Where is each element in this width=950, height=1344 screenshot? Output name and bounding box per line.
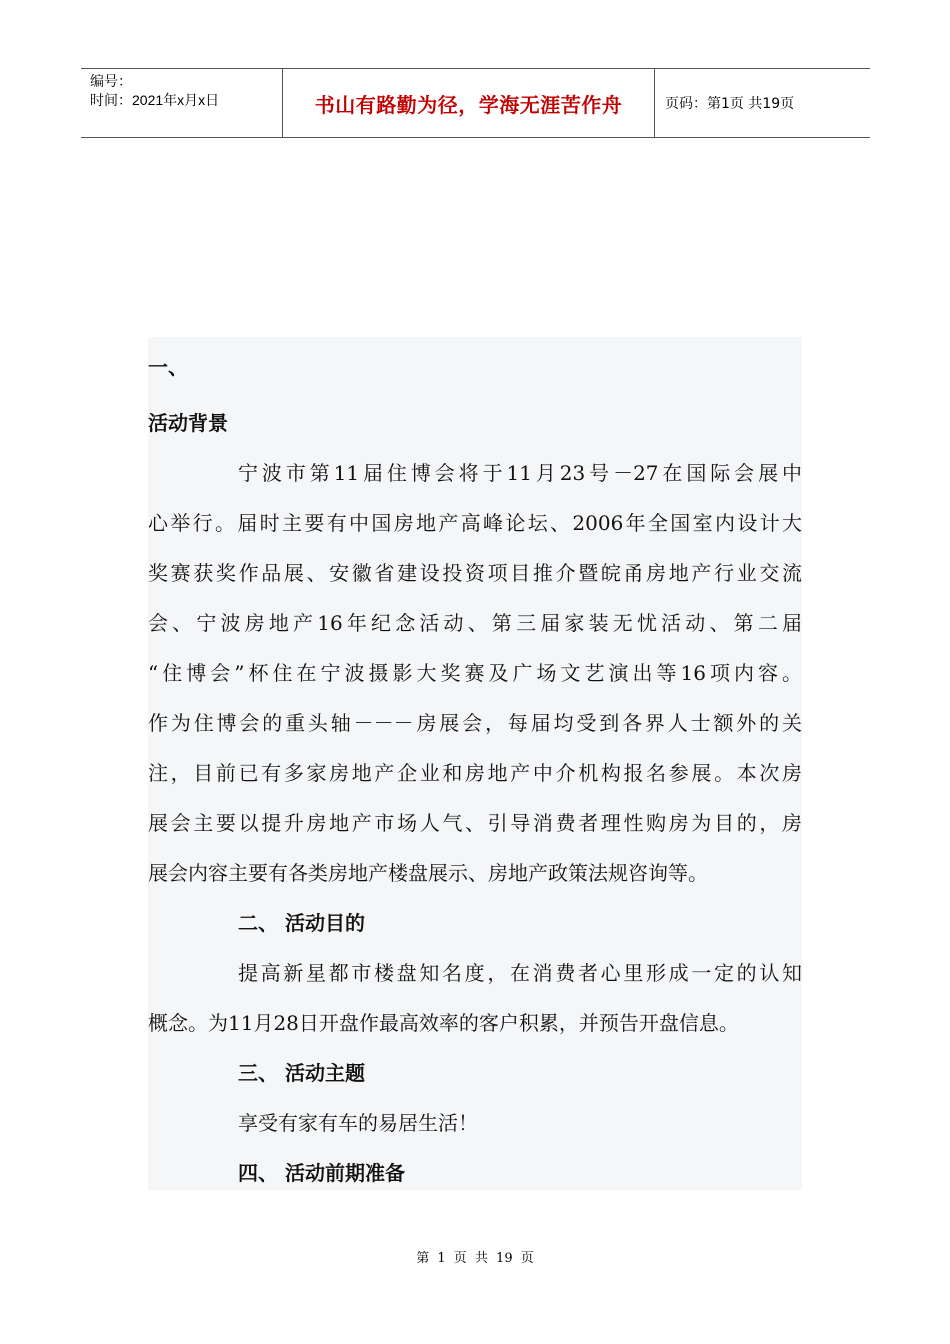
header-meta <box>81 69 282 137</box>
document-header <box>81 68 870 138</box>
paragraph-line: 概念。为11月28日开盘作最高效率的客户积累，并预告开盘信息。 <box>148 1011 739 1035</box>
paragraph-line: 宁波市第11届住博会将于11月23号－27在国际会展中 <box>238 461 802 485</box>
section2-title: 二、 活动目的 <box>238 911 365 935</box>
paragraph-line: 会、宁波房地产16年纪念活动、第三届家装无忧活动、第二届 <box>148 611 802 635</box>
paragraph-line: 注，目前已有多家房地产企业和房地产中介机构报名参展。本次房 <box>148 761 802 785</box>
section3-title: 三、 活动主题 <box>238 1061 365 1085</box>
document-body <box>148 337 802 1190</box>
number-label: 编号： <box>90 73 132 89</box>
paragraph-line: 展会主要以提升房地产市场人气、引导消费者理性购房为目的，房 <box>148 811 802 835</box>
paragraph-line: 提高新星都市楼盘知名度，在消费者心里形成一定的认知 <box>238 961 802 985</box>
paragraph-line: 心举行。届时主要有中国房地产高峰论坛、2006年全国室内设计大 <box>148 511 802 535</box>
page-footer: 第 1 页 共 19 页 <box>416 1251 534 1266</box>
header-page-info: 页码：第1页 共19页 <box>665 96 795 112</box>
section4-title: 四、 活动前期准备 <box>238 1161 405 1185</box>
section1-number: 一、 <box>148 355 188 379</box>
paragraph-line: “住博会”杯住在宁波摄影大奖赛及广场文艺演出等16项内容。 <box>148 661 802 685</box>
paragraph-line: 享受有家有车的易居生活！ <box>238 1111 478 1135</box>
paragraph-line: 奖赛获奖作品展、安徽省建设投资项目推介暨皖甬房地产行业交流 <box>148 561 802 585</box>
paragraph-line: 作为住博会的重头轴－－－房展会，每届均受到各界人士额外的关 <box>148 711 802 735</box>
paragraph-line: 展会内容主要有各类房地产楼盘展示、房地产政策法规咨询等。 <box>148 861 708 885</box>
motto-text: 书山有路勤为径，学海无涯苦作舟 <box>314 92 623 117</box>
header-motto-cell <box>282 69 655 137</box>
section1-title: 活动背景 <box>148 411 228 435</box>
time-label: 时间：2021年x月x日 <box>90 92 220 108</box>
